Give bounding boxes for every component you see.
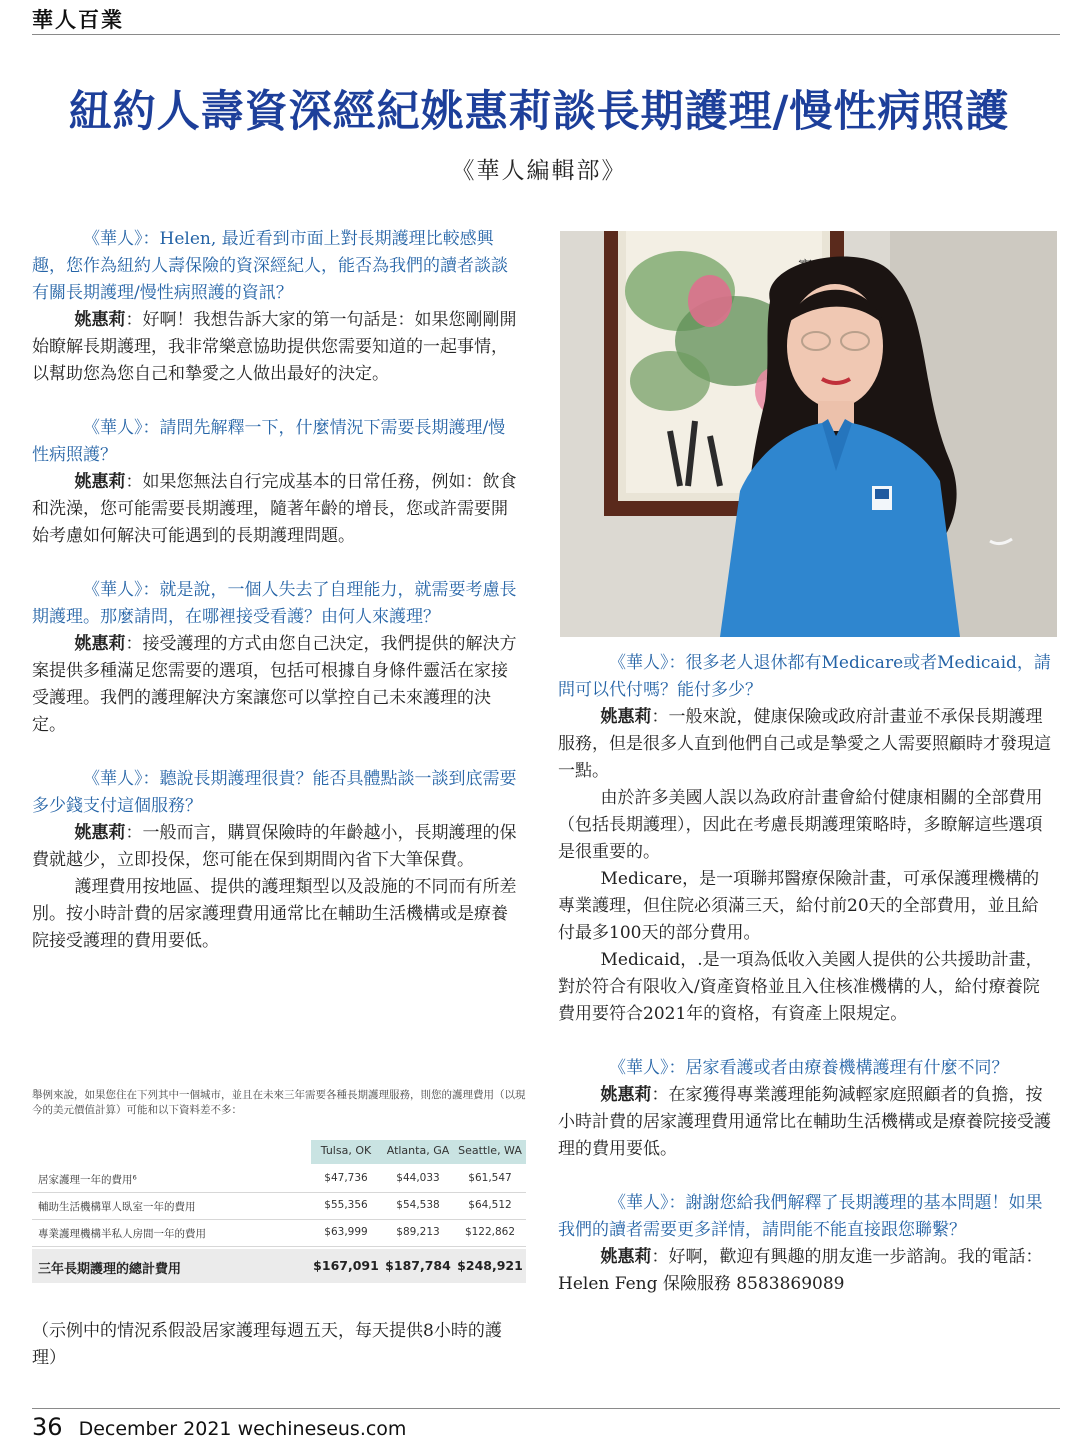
row-label: 居家護理一年的費用⁶: [38, 1174, 137, 1186]
cell-value: $54,538: [396, 1199, 440, 1211]
cell-value: $47,736: [324, 1172, 368, 1184]
paragraph-gap: [558, 1028, 1053, 1055]
cell-value: $44,033: [396, 1172, 440, 1184]
cell-value: $122,862: [464, 1226, 516, 1238]
right-column: [558, 650, 1053, 1298]
article-title: 紐約人壽資深經紀姚惠莉談長期護理/慢性病照護: [68, 87, 1010, 137]
body-paragraph: [32, 874, 522, 955]
page-footer: [32, 1413, 406, 1441]
interview-answer: [32, 469, 522, 550]
cost-comparison-figure: [32, 1088, 526, 1293]
answer-text: ：一般而言，購買保險時的年齡越小，長期護理的保費就越少，立即投保，您可能在保到期間內省下大筆保費。: [32, 823, 517, 870]
speaker-name: 姚惠莉: [74, 634, 126, 654]
paragraph-text: Medicaid，.是一項為低收入美國人提供的公共援助計畫，對於符合有限收入/資產資格並且入住核准機構的人，給付療養院費用要符合2021年的資格，有資產上限規定。: [558, 950, 1043, 1024]
paragraph-text: 護理費用按地區、提供的護理類型以及設施的不同而有所差別。按小時計費的居家護理費用通常比在輔助生活機構或是療養院接受護理的費用要低。: [32, 877, 517, 951]
question-text: 《華人》：謝謝您給我們解釋了長期護理的基本問題！如果我們的讀者需要更多詳情，請問能不能直接跟您聯繫？: [558, 1193, 1043, 1240]
interview-answer: [32, 820, 522, 874]
paragraph-gap: [32, 739, 522, 766]
speaker-name: 姚惠莉: [600, 1085, 652, 1105]
interview-answer: [558, 1244, 1053, 1298]
answer-text: ：如果您無法自行完成基本的日常任務，例如：飲食和洗澡，您可能需要長期護理，隨著年齡的增長，您或許需要開始考慮如何解決可能遇到的長期護理問題。: [32, 472, 517, 546]
cell-value: $55,356: [324, 1199, 368, 1211]
interview-question: [558, 1190, 1053, 1244]
portrait-photo: [560, 231, 1057, 637]
page-number: 36: [32, 1413, 63, 1441]
table-row: [32, 1193, 526, 1220]
interview-question: [558, 650, 1053, 704]
table-row: [32, 1220, 526, 1247]
question-text: 《華人》：就是說，一個人失去了自理能力，就需要考慮長期護理。那麼請問，在哪裡接受看護？由何人來護理？: [32, 580, 517, 627]
body-paragraph: [558, 785, 1053, 866]
paragraph-gap: [32, 388, 522, 415]
answer-text: ：接受護理的方式由您自己決定，我們提供的解決方案提供多種滿足您需要的選項，包括可根據自身條件靈活在家接受護理。我們的護理解決方案讓您可以掌控自己未來護理的決定。: [32, 634, 517, 735]
section-header: 華人百業: [32, 7, 124, 32]
footer-divider: [32, 1408, 1060, 1409]
interview-question: [32, 415, 522, 469]
interview-answer: [558, 704, 1053, 785]
column-header-seattle: Seattle, WA: [458, 1144, 522, 1157]
row-label: 輔助生活機構單人臥室一年的費用: [38, 1201, 196, 1213]
paragraph-text: Medicare，是一項聯邦醫療保險計畫，可承保護理機構的專業護理，但住院必須滿三天，給付前20天的全部費用，並且給付最多100天的部分費用。: [558, 869, 1040, 943]
table-total-row: [32, 1249, 526, 1283]
answer-text: ：好啊！我想告訴大家的第一句話是：如果您剛剛開始瞭解長期護理，我非常樂意協助提供您需要知道的一起事情，以幫助您為您自己和摯愛之人做出最好的決定。: [32, 310, 517, 384]
total-value: $187,784: [385, 1258, 451, 1273]
total-label: 三年長期護理的總計費用: [38, 1262, 182, 1277]
speaker-name: 姚惠莉: [600, 707, 652, 727]
paragraph-gap: [32, 550, 522, 577]
question-text: 《華人》：聽說長期護理很貴？能否具體點談一談到底需要多少錢支付這個服務？: [32, 769, 517, 816]
table-note-text: （示例中的情況系假設居家護理每週五天，每天提供8小時的護理）: [32, 1321, 502, 1368]
cell-value: $61,547: [468, 1172, 512, 1184]
interview-question: [32, 226, 522, 307]
speaker-name: 姚惠莉: [74, 472, 126, 492]
paragraph-text: 由於許多美國人誤以為政府計畫會給付健康相關的全部費用（包括長期護理），因此在考慮長期護理策略時，多瞭解這些選項是很重要的。: [558, 788, 1043, 862]
cell-value: $64,512: [468, 1199, 512, 1211]
answer-text: ：在家獲得專業護理能夠減輕家庭照顧者的負擔，按小時計費的居家護理費用通常比在輔助生活機構或是療養院接受護理的費用要低。: [558, 1085, 1051, 1159]
site-url: wechineseus.com: [237, 1418, 407, 1440]
speaker-name: 姚惠莉: [74, 823, 126, 843]
answer-text: ：一般來說，健康保險或政府計畫並不承保長期護理服務，但是很多人直到他們自己或是摯愛之人需要照顧時才發現這一點。: [558, 707, 1051, 781]
cell-value: $89,213: [396, 1226, 440, 1238]
body-paragraph: [558, 947, 1053, 1028]
speaker-name: 姚惠莉: [74, 310, 126, 330]
total-value: $248,921: [457, 1258, 523, 1273]
question-text: 《華人》：很多老人退休都有Medicare或者Medicaid，請問可以代付嗎？能付多少？: [558, 653, 1051, 700]
table-note: [32, 1318, 526, 1372]
interview-answer: [32, 631, 522, 739]
portrait-illustration: [560, 231, 1057, 637]
column-header-tulsa: Tulsa, OK: [320, 1144, 372, 1157]
interview-question: [32, 577, 522, 631]
answer-text: ：好啊，歡迎有興趣的朋友進一步諮詢。我的電話：Helen Feng 保險服務 8583869089: [558, 1247, 1043, 1294]
table-row: [32, 1166, 526, 1193]
table-header-band: [311, 1140, 526, 1164]
interview-question: [32, 766, 522, 820]
column-header-atlanta: Atlanta, GA: [386, 1144, 450, 1157]
interview-question: [558, 1055, 1053, 1082]
speaker-name: 姚惠莉: [600, 1247, 652, 1267]
table-caption: 舉例來說，如果您住在下列其中一個城市，並且在未來三年需要各種長期護理服務，則您的護理費用（以現今的美元價值計算）可能和以下資料差不多：: [32, 1089, 526, 1116]
row-label: 專業護理機構半私人房間一年的費用: [38, 1228, 206, 1240]
cell-value: $63,999: [324, 1226, 368, 1238]
question-text: 《華人》：居家看護或者由療養機構護理有什麼不同？: [609, 1058, 1009, 1078]
article-byline: 《華人編輯部》: [451, 158, 627, 184]
interview-answer: [32, 307, 522, 388]
body-paragraph: [558, 866, 1053, 947]
interview-answer: [558, 1082, 1053, 1163]
issue-date: December 2021: [78, 1418, 232, 1440]
question-text: 《華人》：Helen, 最近看到市面上對長期護理比較感興趣，您作為紐約人壽保險的資深經紀人，能否為我們的讀者談談有關長期護理/慢性病照護的資訊？: [32, 229, 508, 303]
question-text: 《華人》：請問先解釋一下，什麼情況下需要長期護理/慢性病照護？: [32, 418, 506, 465]
paragraph-gap: [558, 1163, 1053, 1190]
left-column: [32, 226, 522, 955]
header-divider: [32, 34, 1060, 35]
total-value: $167,091: [313, 1258, 379, 1273]
